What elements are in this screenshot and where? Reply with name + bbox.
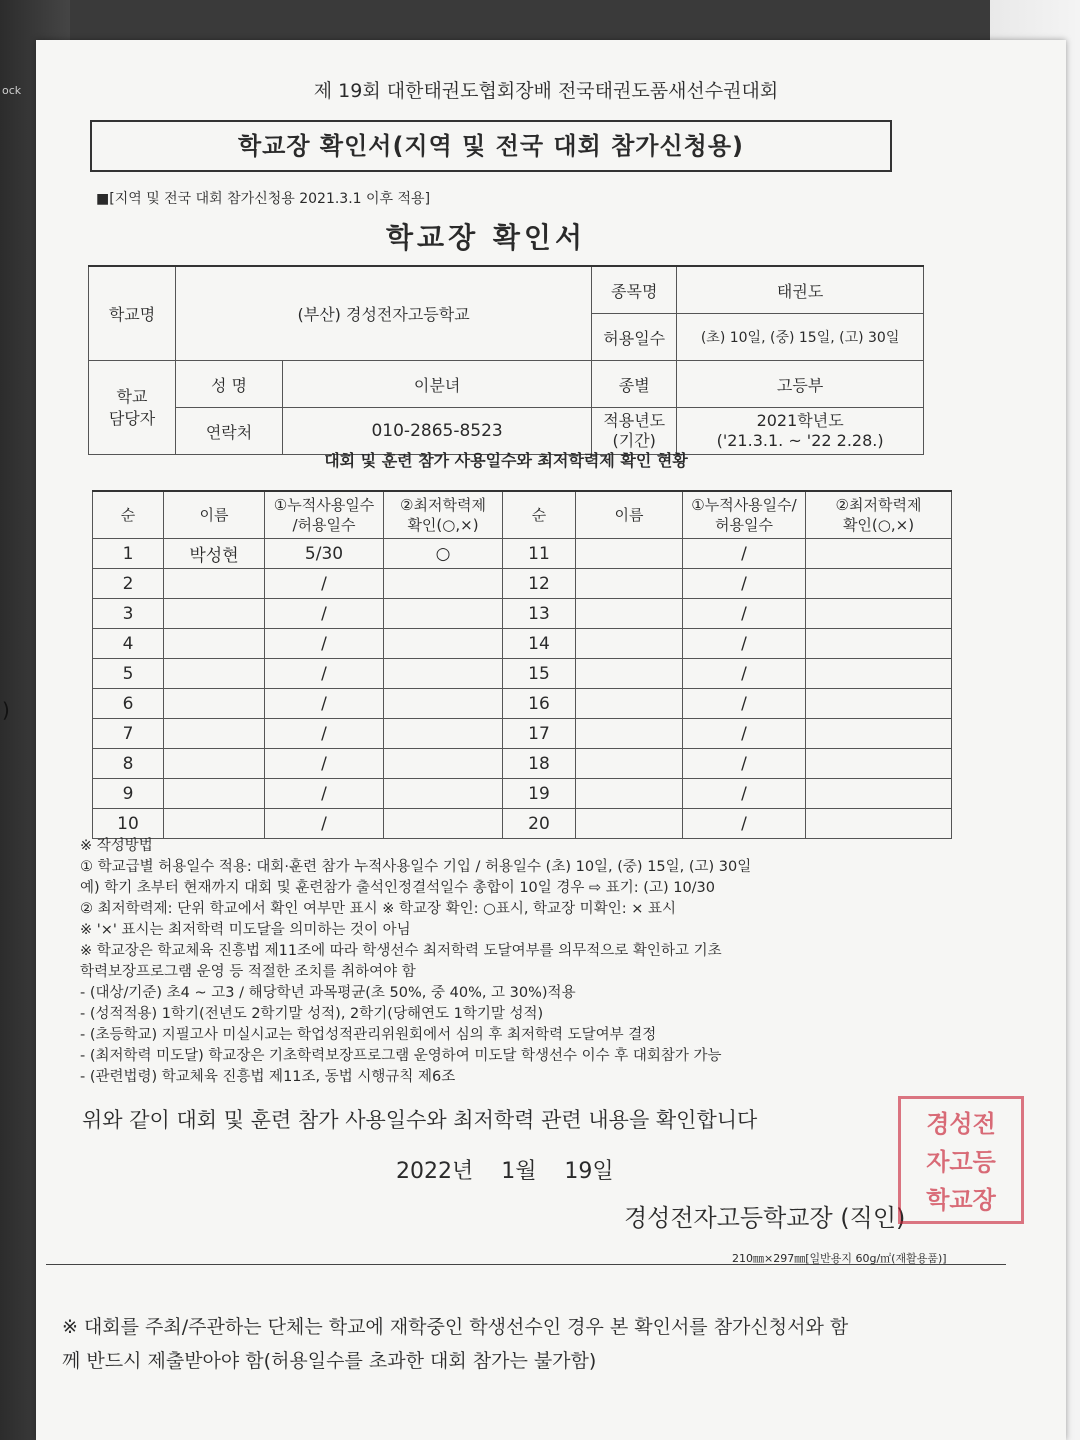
min-academic-check [806, 599, 952, 629]
keyboard-key-label: ock [2, 84, 22, 97]
used-days: / [265, 629, 384, 659]
instruction-line: ※ 학교장은 학교체육 진흥법 제11조에 따라 학생선수 최저학력 도달여부를 의무적으로 확인하고 기초 [80, 943, 722, 959]
confirmation-statement: 위와 같이 대회 및 훈련 참가 사용일수와 최저학력 관련 내용을 확인합니다 [82, 1108, 758, 1132]
min-academic-check [806, 569, 952, 599]
form-title: 학교장 확인서 [385, 221, 587, 254]
used-days: / [683, 779, 806, 809]
min-academic-check: ○ [384, 539, 503, 569]
min-academic-check [806, 719, 952, 749]
used-days: / [683, 599, 806, 629]
issue-date: 2022년 1월 19일 [396, 1159, 614, 1184]
used-days: / [683, 569, 806, 599]
seal-text: 경성전 자고등 학교장 [926, 1110, 996, 1214]
division-label: 종별 [592, 361, 677, 408]
athlete-name [164, 599, 265, 629]
name-label: 성 명 [176, 361, 283, 408]
used-days: / [265, 659, 384, 689]
year-label: 적용년도 (기간) [592, 408, 677, 455]
min-academic-check [806, 779, 952, 809]
athlete-name: 박성현 [164, 539, 265, 569]
instruction-line: 학력보장프로그램 운영 등 적절한 조치를 취하여야 함 [80, 964, 416, 980]
row-no: 15 [503, 659, 576, 689]
min-academic-check [806, 659, 952, 689]
division-value: 고등부 [677, 361, 924, 408]
athlete-name [576, 599, 683, 629]
row-no: 18 [503, 749, 576, 779]
athlete-name [164, 749, 265, 779]
usage-table [92, 490, 952, 839]
table-row [93, 629, 952, 659]
row-no: 1 [93, 539, 164, 569]
athlete-name [576, 719, 683, 749]
row-no: 16 [503, 689, 576, 719]
table-row [93, 779, 952, 809]
principal-signature: 경성전자고등학교장 (직인) [624, 1204, 906, 1232]
min-academic-check [806, 689, 952, 719]
school-info-table [88, 265, 924, 455]
used-days: / [683, 719, 806, 749]
min-academic-check [384, 719, 503, 749]
table-row [93, 749, 952, 779]
used-days: 5/30 [265, 539, 384, 569]
instruction-line: ※ '×' 표시는 최저학력 미도달을 의미하는 것이 아님 [80, 922, 411, 938]
row-no: 14 [503, 629, 576, 659]
used-days: / [265, 569, 384, 599]
official-seal [898, 1096, 1024, 1224]
instruction-line: - (최저학력 미도달) 학교장은 기초학력보장프로그램 운영하여 미도달 학생선수 이수 후 대회참가 가능 [80, 1048, 722, 1064]
col-min-academic-2: ②최저학력제 확인(○,×) [806, 491, 952, 539]
athlete-name [164, 719, 265, 749]
athlete-name [576, 569, 683, 599]
instruction-line: ② 최저학력제: 단위 학교에서 확인 여부만 표시 ※ 학교장 확인: ○표시, 학교장 미확인: × 표시 [80, 901, 676, 917]
row-no: 13 [503, 599, 576, 629]
min-academic-check [806, 809, 952, 839]
col-name: 이름 [164, 491, 265, 539]
used-days: / [265, 719, 384, 749]
event-label: 종목명 [592, 266, 677, 314]
used-days: / [683, 539, 806, 569]
used-days: / [683, 809, 806, 839]
min-academic-check [384, 689, 503, 719]
submission-notice: ※ 대회를 주최/주관하는 단체는 학교에 재학중인 학생선수인 경우 본 확인서를 참가신청서와 함 께 반드시 제출받아야 함(허용일수를 초과한 대회 참가는 불가함) [62, 1316, 849, 1372]
usage-table-title: 대회 및 훈련 참가 사용일수와 최저학력제 확인 현황 [324, 451, 688, 470]
paper-spec: 210㎜×297㎜[일반용지 60g/㎡(재활용품)] [732, 1252, 947, 1265]
athlete-name [576, 659, 683, 689]
col-name-2: 이름 [576, 491, 683, 539]
used-days: / [265, 749, 384, 779]
used-days: / [265, 689, 384, 719]
row-no: 3 [93, 599, 164, 629]
row-no: 9 [93, 779, 164, 809]
athlete-name [576, 779, 683, 809]
certificate-document [36, 40, 1066, 1440]
min-academic-check [384, 629, 503, 659]
table-row [93, 809, 952, 839]
athlete-name [576, 689, 683, 719]
row-no: 12 [503, 569, 576, 599]
table-row [93, 659, 952, 689]
background-paren: ) [2, 698, 10, 722]
used-days: / [683, 629, 806, 659]
min-academic-check [384, 599, 503, 629]
allowed-days-label: 허용일수 [592, 314, 677, 361]
table-row [93, 599, 952, 629]
min-academic-check [806, 539, 952, 569]
event-subtitle: 제 19회 대한태권도협회장배 전국태권도품새선수권대회 [313, 80, 779, 102]
applicability-note: ■[지역 및 전국 대회 참가신청용 2021.3.1 이후 적용] [96, 191, 431, 207]
col-no: 순 [93, 491, 164, 539]
school-label: 학교명 [89, 266, 176, 361]
year-value: 2021학년도 ('21.3.1. ~ '22 2.28.) [677, 408, 924, 455]
row-no: 10 [93, 809, 164, 839]
row-no: 11 [503, 539, 576, 569]
allowed-days-value: (초) 10일, (중) 15일, (고) 30일 [677, 314, 924, 361]
instruction-line: - (대상/기준) 초4 ~ 고3 / 해당학년 과목평균(초 50%, 중 40%, 고 30%)적용 [80, 985, 576, 1001]
used-days: / [265, 809, 384, 839]
used-days: / [683, 659, 806, 689]
row-no: 5 [93, 659, 164, 689]
table-row [93, 569, 952, 599]
row-no: 8 [93, 749, 164, 779]
instruction-line: ※ 작성방법 [80, 838, 153, 854]
col-no-2: 순 [503, 491, 576, 539]
athlete-name [576, 809, 683, 839]
min-academic-check [806, 629, 952, 659]
instruction-line: - (초등학교) 지필고사 미실시교는 학업성적관리위원회에서 심의 후 최저학력 도달여부 결정 [80, 1027, 657, 1043]
contact-value: 010-2865-8523 [283, 408, 592, 455]
table-row [93, 539, 952, 569]
athlete-name [164, 659, 265, 689]
event-value: 태권도 [677, 266, 924, 314]
school-value: (부산) 경성전자고등학교 [176, 266, 592, 361]
row-no: 2 [93, 569, 164, 599]
instruction-line: 예) 학기 초부터 현재까지 대회 및 훈련참가 출석인정결석일수 총합이 10일 경우 ⇨ 표기: (고) 10/30 [80, 880, 716, 896]
contact-label: 연락처 [176, 408, 283, 455]
row-no: 19 [503, 779, 576, 809]
used-days: / [683, 749, 806, 779]
min-academic-check [384, 749, 503, 779]
row-no: 7 [93, 719, 164, 749]
document-title-box: 학교장 확인서(지역 및 전국 대회 참가신청용) [90, 120, 892, 172]
row-no: 17 [503, 719, 576, 749]
athlete-name [576, 749, 683, 779]
athlete-name [164, 629, 265, 659]
table-row [93, 689, 952, 719]
used-days: / [265, 779, 384, 809]
name-value: 이분녀 [283, 361, 592, 408]
athlete-name [164, 809, 265, 839]
writing-instructions [80, 836, 980, 1088]
min-academic-check [384, 809, 503, 839]
instruction-line: - (성적적용) 1학기(전년도 2학기말 성적), 2학기(당해연도 1학기말 성적) [80, 1006, 544, 1022]
divider [46, 1264, 1006, 1265]
min-academic-check [384, 779, 503, 809]
staff-label: 학교 담당자 [89, 361, 176, 455]
used-days: / [265, 599, 384, 629]
row-no: 20 [503, 809, 576, 839]
used-days: / [683, 689, 806, 719]
instruction-line: ① 학교급별 허용일수 적용: 대회·훈련 참가 누적사용일수 기입 / 허용일수 (초) 10일, (중) 15일, (고) 30일 [80, 859, 752, 875]
col-days-2: ①누적사용일수/ 허용일수 [683, 491, 806, 539]
athlete-name [576, 539, 683, 569]
min-academic-check [384, 659, 503, 689]
col-min-academic: ②최저학력제 확인(○,×) [384, 491, 503, 539]
athlete-name [164, 569, 265, 599]
table-row [93, 719, 952, 749]
row-no: 4 [93, 629, 164, 659]
athlete-name [576, 629, 683, 659]
athlete-name [164, 779, 265, 809]
min-academic-check [806, 749, 952, 779]
instruction-line: - (관련법령) 학교체육 진흥법 제11조, 동법 시행규칙 제6조 [80, 1069, 456, 1085]
athlete-name [164, 689, 265, 719]
col-days: ①누적사용일수 /허용일수 [265, 491, 384, 539]
min-academic-check [384, 569, 503, 599]
row-no: 6 [93, 689, 164, 719]
